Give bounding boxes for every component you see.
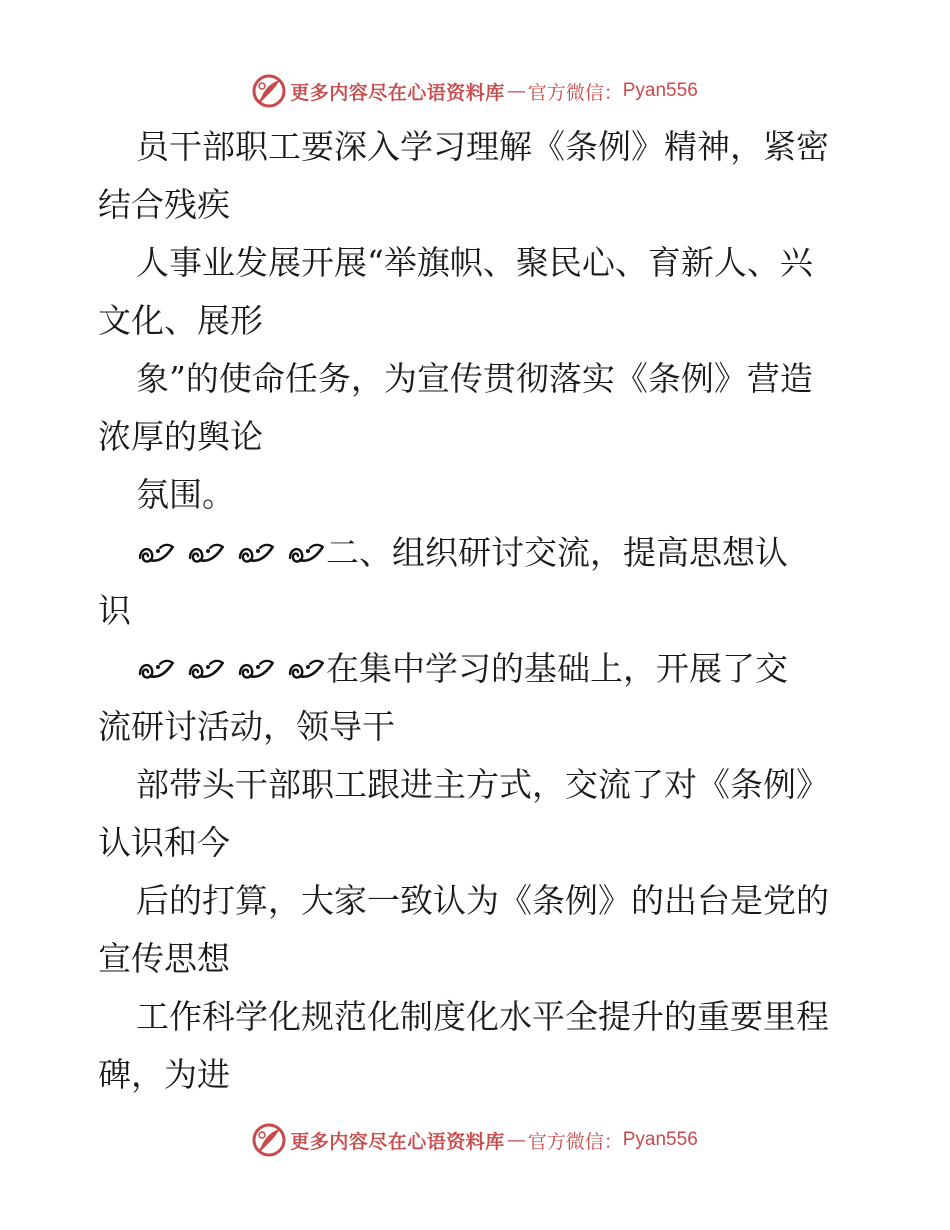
paragraph-line: 碑，为进 [98,1055,230,1094]
flourish-bullet-icon [136,654,176,684]
paragraph-text: 在集中学习的基础上，开展了交 [326,649,788,688]
footer-slogan: 更多内容尽在心语资料库 [290,1130,505,1153]
footer-dash: — [506,1129,526,1151]
flourish-bullet-icon [236,538,276,568]
flourish-bullet-icon [186,538,226,568]
paragraph-line: 识 [98,591,131,630]
footer-wechat-account: Pyan556 [622,1129,698,1150]
paragraph-line: 流研讨活动，领导干 [98,707,395,746]
paragraph-line: 宣传思想 [98,939,230,978]
footer-banner [0,1120,950,1160]
flourish-bullet-icon [286,654,326,684]
header-banner [0,71,950,111]
paragraph-line: 浓厚的舆论 [98,417,263,456]
flourish-bullet-icon [286,538,326,568]
footer-wechat-label: 官方微信： [527,1130,623,1153]
paragraph-line: 结合残疾 [98,185,230,224]
paragraph-line: 后的打算，大家一致认为《条例》的出台是党的 [136,881,829,920]
paragraph-line: 人事业发展开展“举旗帜、聚民心、育新人、兴 [136,243,813,282]
flourish-bullet-icon [236,654,276,684]
flourish-bullet-icon [186,654,226,684]
document-body [98,118,858,1104]
paragraph-line: 象”的使命任务，为宣传贯彻落实《条例》营造 [136,359,813,398]
paragraph-line: 认识和今 [98,823,230,862]
section-heading-line [98,524,858,582]
quill-logo-icon [252,74,286,108]
section-heading: 二、组织研讨交流，提高思想认 [326,533,788,572]
paragraph-line: 氛围。 [136,475,235,514]
paragraph-line: 部带头干部职工跟进主方式，交流了对《条例》 [136,765,829,804]
paragraph-line: 工作科学化规范化制度化水平全提升的重要里程 [136,997,829,1036]
header-slogan: 更多内容尽在心语资料库 [290,81,505,104]
header-wechat-account: Pyan556 [622,80,698,101]
flourish-bullet-icon [136,538,176,568]
paragraph-line-with-bullets [98,640,858,698]
header-dash: — [506,80,526,102]
quill-logo-icon [252,1123,286,1157]
paragraph-line: 员干部职工要深入学习理解《条例》精神，紧密 [136,127,829,166]
header-wechat-label: 官方微信： [527,81,623,104]
paragraph-line: 文化、展形 [98,301,263,340]
